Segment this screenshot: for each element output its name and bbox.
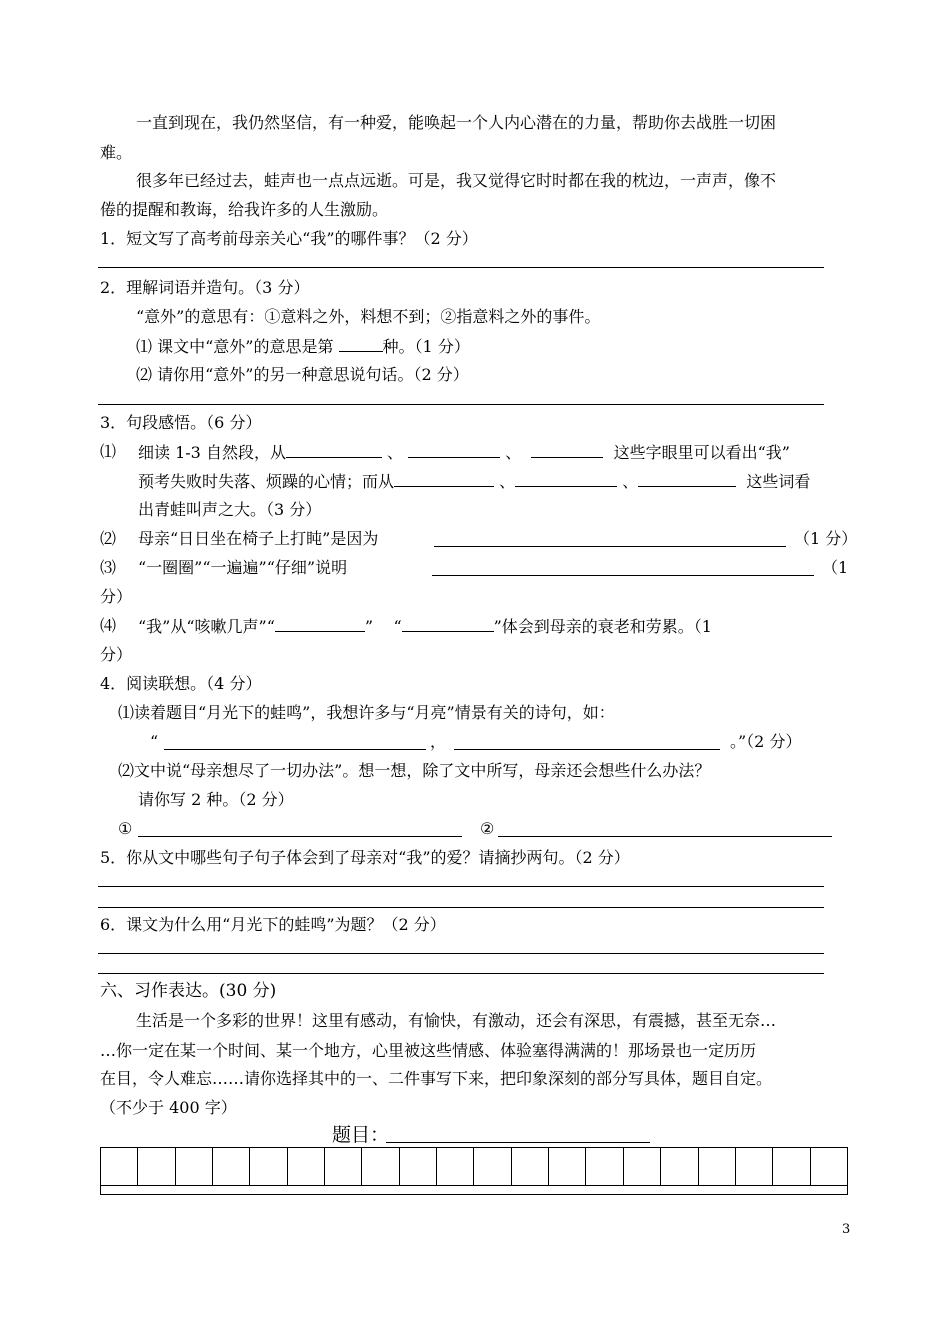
answer-line[interactable] <box>98 973 824 974</box>
grid-cell[interactable] <box>549 1148 586 1185</box>
grid-row <box>101 1148 847 1186</box>
grid-cell[interactable] <box>773 1148 810 1185</box>
grid-cell[interactable] <box>437 1148 474 1185</box>
comma: ， <box>430 732 447 751</box>
close-quote-score: 。”（2 分） <box>730 732 802 751</box>
grid-cell[interactable] <box>699 1148 736 1185</box>
title-blank[interactable] <box>386 1142 650 1143</box>
question-3-sub-3: “一圈圈”“一遍遍”“仔细”说明 <box>138 558 348 577</box>
item-number: ⑷ <box>100 616 117 635</box>
grid-cell[interactable] <box>325 1148 362 1185</box>
question-3-sub-4 <box>138 615 712 638</box>
question-2: 2．理解词语并造句。（3 分） <box>100 278 310 297</box>
passage-line: 倦的提醒和教诲，给我许多的人生激励。 <box>100 200 389 219</box>
circled-number: ② <box>480 819 495 838</box>
question-3: 3．句段感悟。（6 分） <box>100 413 262 432</box>
item-number: ⑶ <box>100 558 117 577</box>
question-3-sub-1-line: 出青蛙叫声之大。（3 分） <box>138 500 322 519</box>
blank[interactable] <box>275 615 365 632</box>
score-text: 分） <box>100 645 133 664</box>
writing-grid[interactable] <box>100 1147 848 1195</box>
word-meaning: “意外”的意思有：①意料之外，料想不到；②指意料之外的事件。 <box>136 307 601 326</box>
blank[interactable] <box>434 546 786 547</box>
grid-cell[interactable] <box>101 1148 138 1185</box>
sub-text: “我”从“咳嗽几声”“ <box>138 617 275 636</box>
sub-text: ”体会到母亲的衰老和劳累。（1 <box>493 617 712 636</box>
grid-cell[interactable] <box>288 1148 325 1185</box>
question-3-sub-1-line <box>138 441 790 464</box>
separator: 、 <box>622 472 639 491</box>
question-2-sub-2: ⑵ 请你用“意外”的另一种意思说句话。（2 分） <box>136 365 469 384</box>
prompt-line: （不少于 400 字） <box>100 1098 237 1117</box>
quote-mark: ” <box>364 617 374 636</box>
open-quote: “ <box>150 732 159 751</box>
separator: 、 <box>499 472 516 491</box>
sub-text: 细读 1-3 自然段，从 <box>138 443 286 462</box>
sub-text: 这些字眼里可以看出“我” <box>613 443 790 462</box>
answer-line[interactable] <box>98 267 824 268</box>
question-3-sub-2: 母亲“日日坐在椅子上打盹”是因为 <box>138 529 379 548</box>
poem-blank[interactable] <box>454 749 720 750</box>
score-text: 分） <box>100 587 133 606</box>
grid-cell[interactable] <box>624 1148 661 1185</box>
sub-text: ⑴ 课文中“意外”的意思是第 <box>136 337 334 356</box>
blank[interactable] <box>408 441 500 458</box>
grid-cell[interactable] <box>586 1148 623 1185</box>
question-4-sub-1: ⑴读着题目“月光下的蛙鸣”，我想许多与“月亮”情景有关的诗句，如： <box>118 703 615 722</box>
score-text: （1 <box>822 558 849 577</box>
passage-line: 一直到现在，我仍然坚信，有一种爱，能唤起一个人内心潜在的力量，帮助你去战胜一切困 <box>136 113 777 132</box>
question-4-sub-2-line: 请你写 2 种。（2 分） <box>138 790 294 809</box>
question-3-sub-1-line <box>138 470 810 493</box>
title-label: 题目： <box>332 1124 390 1146</box>
passage-line: 难。 <box>100 143 133 162</box>
question-4: 4．阅读联想。（4 分） <box>100 674 262 693</box>
grid-cell[interactable] <box>362 1148 399 1185</box>
blank[interactable] <box>339 335 383 352</box>
circled-number: ① <box>118 819 133 838</box>
sub-text: 预考失败时失落、烦躁的心情；而从 <box>138 472 395 491</box>
grid-cell[interactable] <box>811 1148 847 1185</box>
answer-blank[interactable] <box>138 836 462 837</box>
separator: 、 <box>505 443 522 462</box>
answer-blank[interactable] <box>498 836 832 837</box>
poem-blank[interactable] <box>164 749 426 750</box>
blank[interactable] <box>638 470 736 487</box>
grid-cell[interactable] <box>736 1148 773 1185</box>
answer-line[interactable] <box>98 907 824 908</box>
answer-line[interactable] <box>98 404 824 405</box>
blank[interactable] <box>286 441 382 458</box>
section-heading: 六、习作表达。(30 分) <box>100 981 277 1001</box>
blank[interactable] <box>515 470 617 487</box>
question-5: 5．你从文中哪些句子句子体会到了母亲对“我”的爱？请摘抄两句。（2 分） <box>100 848 630 867</box>
score-text: （1 分） <box>794 529 858 548</box>
grid-cell[interactable] <box>661 1148 698 1185</box>
answer-line[interactable] <box>98 886 824 887</box>
sub-text: 种。（1 分） <box>382 337 470 356</box>
grid-cell[interactable] <box>176 1148 213 1185</box>
grid-cell[interactable] <box>400 1148 437 1185</box>
prompt-line: …你一定在某一个时间、某一个地方，心里被这些情感、体验塞得满满的！那场景也一定历历 <box>100 1041 757 1060</box>
answer-line[interactable] <box>98 953 824 954</box>
blank[interactable] <box>432 575 814 576</box>
page-number: 3 <box>842 1222 851 1237</box>
question-1: 1．短文写了高考前母亲关心“我”的哪件事？（2 分） <box>100 229 478 248</box>
prompt-line: 在目，令人难忘……请你选择其中的一、二件事写下来，把印象深刻的部分写具体，题目自定。 <box>100 1069 773 1088</box>
grid-cell[interactable] <box>474 1148 511 1185</box>
item-number: ⑴ <box>100 442 117 461</box>
grid-cell[interactable] <box>138 1148 175 1185</box>
grid-cell[interactable] <box>213 1148 250 1185</box>
question-4-sub-2: ⑵文中说“母亲想尽了一切办法”。想一想，除了文中所写，母亲还会想些什么办法？ <box>118 761 711 780</box>
question-6: 6．课文为什么用“月光下的蛙鸣”为题？（2 分） <box>100 915 446 934</box>
separator: 、 <box>387 443 404 462</box>
quote-mark: “ <box>393 617 402 636</box>
blank[interactable] <box>394 470 494 487</box>
grid-cell[interactable] <box>512 1148 549 1185</box>
blank[interactable] <box>531 441 603 458</box>
blank[interactable] <box>402 615 494 632</box>
sub-text: 这些词看 <box>746 472 811 491</box>
grid-cell[interactable] <box>250 1148 287 1185</box>
item-number: ⑵ <box>100 529 117 548</box>
passage-line: 很多年已经过去，蛙声也一点点远逝。可是，我又觉得它时时都在我的枕边，一声声，像不 <box>136 171 777 190</box>
question-2-sub-1 <box>136 335 470 358</box>
prompt-line: 生活是一个多彩的世界！这里有感动，有愉快，有激动，还会有深思，有震撼，甚至无奈… <box>136 1011 777 1030</box>
